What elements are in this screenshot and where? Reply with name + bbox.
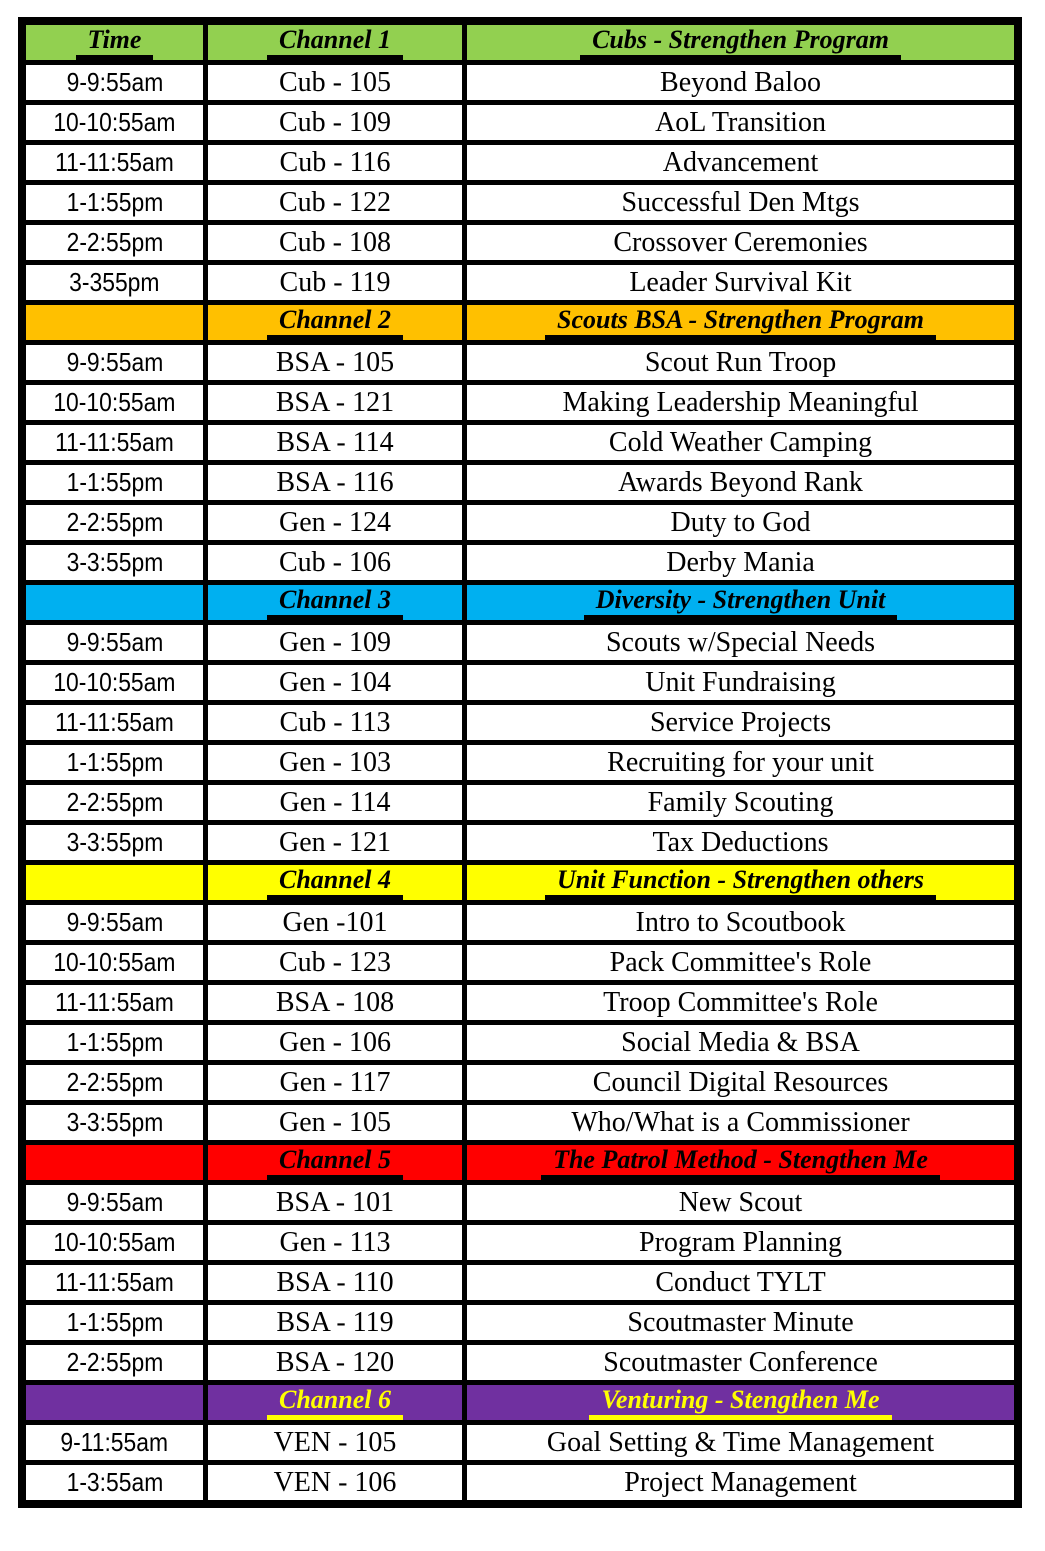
schedule-row <box>22 783 1018 823</box>
time-cell <box>22 503 205 543</box>
time-header-cell <box>22 583 205 623</box>
channel-header-cell <box>205 21 464 63</box>
course-code-cell: Cub - 105 <box>205 63 464 103</box>
time-cell <box>22 823 205 863</box>
channel-header-row <box>22 21 1018 63</box>
course-title-cell: Recruiting for your unit <box>465 743 1018 783</box>
time-header-cell <box>22 1143 205 1183</box>
schedule-row <box>22 1183 1018 1223</box>
schedule-row <box>22 143 1018 183</box>
schedule-row <box>22 343 1018 383</box>
course-code-cell: BSA - 119 <box>205 1303 464 1343</box>
topic-header-cell-label: The Patrol Method - Stengthen Me <box>541 1146 940 1179</box>
time-label: 1-1:55pm <box>66 1307 163 1337</box>
course-code-cell: Gen - 104 <box>205 663 464 703</box>
time-label: 10-10:55am <box>53 107 176 137</box>
schedule-row <box>22 903 1018 943</box>
time-cell <box>22 1023 205 1063</box>
schedule-row <box>22 1223 1018 1263</box>
time-cell <box>22 223 205 263</box>
time-cell <box>22 1423 205 1463</box>
course-code-cell: Gen - 106 <box>205 1023 464 1063</box>
schedule-row <box>22 663 1018 703</box>
channel-header-row <box>22 863 1018 903</box>
course-code-cell: BSA - 116 <box>205 463 464 503</box>
schedule-body <box>22 21 1018 1504</box>
course-code-cell: VEN - 106 <box>205 1463 464 1505</box>
channel-header-row <box>22 1383 1018 1423</box>
time-label: 9-11:55am <box>60 1427 169 1457</box>
channel-header-row <box>22 303 1018 343</box>
schedule-row <box>22 223 1018 263</box>
course-title-cell: Social Media & BSA <box>465 1023 1018 1063</box>
time-label: 9-9:55am <box>66 67 163 97</box>
schedule-row <box>22 63 1018 103</box>
schedule-row <box>22 1303 1018 1343</box>
time-label: 3-3:55pm <box>66 827 163 857</box>
time-label: 10-10:55am <box>53 1227 176 1257</box>
schedule-row <box>22 943 1018 983</box>
time-label: 10-10:55am <box>53 387 176 417</box>
course-code-cell: BSA - 120 <box>205 1343 464 1383</box>
time-cell <box>22 1183 205 1223</box>
course-code-cell: BSA - 108 <box>205 983 464 1023</box>
course-title-cell: Council Digital Resources <box>465 1063 1018 1103</box>
schedule-row <box>22 1263 1018 1303</box>
schedule-row <box>22 1423 1018 1463</box>
schedule-row <box>22 1023 1018 1063</box>
topic-header-cell-label: Scouts BSA - Strengthen Program <box>545 306 936 339</box>
channel-header-cell-label: Channel 4 <box>267 866 403 899</box>
time-cell <box>22 103 205 143</box>
course-title-cell: Cold Weather Camping <box>465 423 1018 463</box>
time-cell <box>22 1303 205 1343</box>
course-code-cell: Gen -101 <box>205 903 464 943</box>
time-label: 9-9:55am <box>66 627 163 657</box>
time-label: 11-11:55am <box>55 1267 174 1297</box>
time-label: 2-2:55pm <box>66 507 163 537</box>
course-code-cell: Gen - 105 <box>205 1103 464 1143</box>
time-label: 2-2:55pm <box>66 787 163 817</box>
course-title-cell: Beyond Baloo <box>465 63 1018 103</box>
course-code-cell: BSA - 114 <box>205 423 464 463</box>
time-label: 1-1:55pm <box>66 747 163 777</box>
course-title-cell: Duty to God <box>465 503 1018 543</box>
time-label: 10-10:55am <box>53 947 176 977</box>
channel-header-cell-label: Channel 3 <box>267 586 403 619</box>
course-title-cell: Derby Mania <box>465 543 1018 583</box>
channel-header-cell <box>205 1143 464 1183</box>
time-label: 3-3:55pm <box>66 1107 163 1137</box>
course-code-cell: Gen - 117 <box>205 1063 464 1103</box>
time-cell <box>22 143 205 183</box>
channel-header-row <box>22 1143 1018 1183</box>
course-code-cell: Cub - 123 <box>205 943 464 983</box>
schedule-row <box>22 743 1018 783</box>
course-code-cell: Gen - 109 <box>205 623 464 663</box>
time-label: 9-9:55am <box>66 1187 163 1217</box>
time-label: 3-355pm <box>69 267 160 297</box>
course-title-cell: Leader Survival Kit <box>465 263 1018 303</box>
schedule-row <box>22 543 1018 583</box>
course-code-cell: Cub - 119 <box>205 263 464 303</box>
time-label: 11-11:55am <box>55 427 174 457</box>
course-title-cell: Service Projects <box>465 703 1018 743</box>
schedule-row <box>22 383 1018 423</box>
time-label: 1-3:55am <box>66 1467 163 1497</box>
course-title-cell: Unit Fundraising <box>465 663 1018 703</box>
time-cell <box>22 903 205 943</box>
course-title-cell: Awards Beyond Rank <box>465 463 1018 503</box>
schedule-table <box>18 17 1022 1508</box>
time-label: 1-1:55pm <box>66 467 163 497</box>
schedule-row <box>22 1343 1018 1383</box>
topic-header-cell <box>465 583 1018 623</box>
time-cell <box>22 543 205 583</box>
schedule-row <box>22 183 1018 223</box>
schedule-row <box>22 983 1018 1023</box>
course-code-cell: BSA - 110 <box>205 1263 464 1303</box>
course-title-cell: Who/What is a Commissioner <box>465 1103 1018 1143</box>
course-title-cell: Tax Deductions <box>465 823 1018 863</box>
time-cell <box>22 1343 205 1383</box>
time-cell <box>22 263 205 303</box>
course-title-cell: Goal Setting & Time Management <box>465 1423 1018 1463</box>
topic-header-cell-label: Cubs - Strengthen Program <box>580 26 901 59</box>
time-cell <box>22 423 205 463</box>
topic-header-cell <box>465 303 1018 343</box>
time-cell <box>22 983 205 1023</box>
course-title-cell: Scout Run Troop <box>465 343 1018 383</box>
channel-header-cell-label: Channel 6 <box>267 1386 403 1419</box>
course-title-cell: Making Leadership Meaningful <box>465 383 1018 423</box>
time-cell <box>22 783 205 823</box>
topic-header-cell-label: Diversity - Strengthen Unit <box>584 586 898 619</box>
channel-header-cell <box>205 863 464 903</box>
topic-header-cell-label: Unit Function - Strengthen others <box>545 866 936 899</box>
channel-header-row <box>22 583 1018 623</box>
course-title-cell: AoL Transition <box>465 103 1018 143</box>
time-header-cell <box>22 1383 205 1423</box>
course-title-cell: Crossover Ceremonies <box>465 223 1018 263</box>
schedule-row <box>22 823 1018 863</box>
time-cell <box>22 183 205 223</box>
time-label: 11-11:55am <box>55 987 174 1017</box>
course-title-cell: Conduct TYLT <box>465 1263 1018 1303</box>
course-code-cell: Gen - 121 <box>205 823 464 863</box>
time-label: 1-1:55pm <box>66 1027 163 1057</box>
time-label: 11-11:55am <box>55 147 174 177</box>
course-code-cell: Cub - 108 <box>205 223 464 263</box>
schedule-row <box>22 1103 1018 1143</box>
course-code-cell: Gen - 103 <box>205 743 464 783</box>
schedule-row <box>22 503 1018 543</box>
schedule-row <box>22 703 1018 743</box>
course-title-cell: Scoutmaster Conference <box>465 1343 1018 1383</box>
time-cell <box>22 663 205 703</box>
time-label: 11-11:55am <box>55 707 174 737</box>
channel-header-cell <box>205 583 464 623</box>
course-title-cell: Advancement <box>465 143 1018 183</box>
time-cell <box>22 383 205 423</box>
course-title-cell: Pack Committee's Role <box>465 943 1018 983</box>
schedule-row <box>22 103 1018 143</box>
time-label: 1-1:55pm <box>66 187 163 217</box>
time-header-cell <box>22 863 205 903</box>
course-code-cell: BSA - 105 <box>205 343 464 383</box>
course-title-cell: Scoutmaster Minute <box>465 1303 1018 1343</box>
topic-header-cell <box>465 863 1018 903</box>
schedule-row <box>22 1463 1018 1505</box>
schedule-row <box>22 423 1018 463</box>
course-title-cell: Family Scouting <box>465 783 1018 823</box>
course-code-cell: Cub - 106 <box>205 543 464 583</box>
schedule-row <box>22 623 1018 663</box>
time-cell <box>22 1223 205 1263</box>
course-code-cell: BSA - 121 <box>205 383 464 423</box>
course-title-cell: Troop Committee's Role <box>465 983 1018 1023</box>
channel-header-cell <box>205 1383 464 1423</box>
course-title-cell: Successful Den Mtgs <box>465 183 1018 223</box>
course-code-cell: BSA - 101 <box>205 1183 464 1223</box>
time-cell <box>22 943 205 983</box>
time-label: 2-2:55pm <box>66 1067 163 1097</box>
course-code-cell: Cub - 109 <box>205 103 464 143</box>
time-cell <box>22 463 205 503</box>
time-label: 9-9:55am <box>66 907 163 937</box>
course-code-cell: Cub - 116 <box>205 143 464 183</box>
course-title-cell: New Scout <box>465 1183 1018 1223</box>
course-title-cell: Program Planning <box>465 1223 1018 1263</box>
time-label: 2-2:55pm <box>66 1347 163 1377</box>
topic-header-cell <box>465 21 1018 63</box>
time-cell <box>22 1103 205 1143</box>
time-cell <box>22 343 205 383</box>
schedule-row <box>22 263 1018 303</box>
course-code-cell: Gen - 124 <box>205 503 464 543</box>
course-code-cell: Cub - 122 <box>205 183 464 223</box>
time-cell <box>22 703 205 743</box>
course-title-cell: Scouts w/Special Needs <box>465 623 1018 663</box>
time-header-cell <box>22 21 205 63</box>
time-cell <box>22 1263 205 1303</box>
time-label: 10-10:55am <box>53 667 176 697</box>
course-code-cell: VEN - 105 <box>205 1423 464 1463</box>
course-title-cell: Intro to Scoutbook <box>465 903 1018 943</box>
time-cell <box>22 743 205 783</box>
channel-header-cell-label: Channel 5 <box>267 1146 403 1179</box>
topic-header-cell-label: Venturing - Stengthen Me <box>589 1386 891 1419</box>
time-cell <box>22 623 205 663</box>
channel-header-cell-label: Channel 1 <box>267 26 403 59</box>
time-cell <box>22 1463 205 1505</box>
time-cell <box>22 63 205 103</box>
channel-header-cell <box>205 303 464 343</box>
course-title-cell: Project Management <box>465 1463 1018 1505</box>
time-label: 3-3:55pm <box>66 547 163 577</box>
course-code-cell: Cub - 113 <box>205 703 464 743</box>
course-code-cell: Gen - 114 <box>205 783 464 823</box>
time-header-cell-label: Time <box>76 26 154 59</box>
time-label: 2-2:55pm <box>66 227 163 257</box>
schedule-row <box>22 1063 1018 1103</box>
course-code-cell: Gen - 113 <box>205 1223 464 1263</box>
time-header-cell <box>22 303 205 343</box>
topic-header-cell <box>465 1383 1018 1423</box>
time-label: 9-9:55am <box>66 347 163 377</box>
topic-header-cell <box>465 1143 1018 1183</box>
schedule-row <box>22 463 1018 503</box>
channel-header-cell-label: Channel 2 <box>267 306 403 339</box>
time-cell <box>22 1063 205 1103</box>
